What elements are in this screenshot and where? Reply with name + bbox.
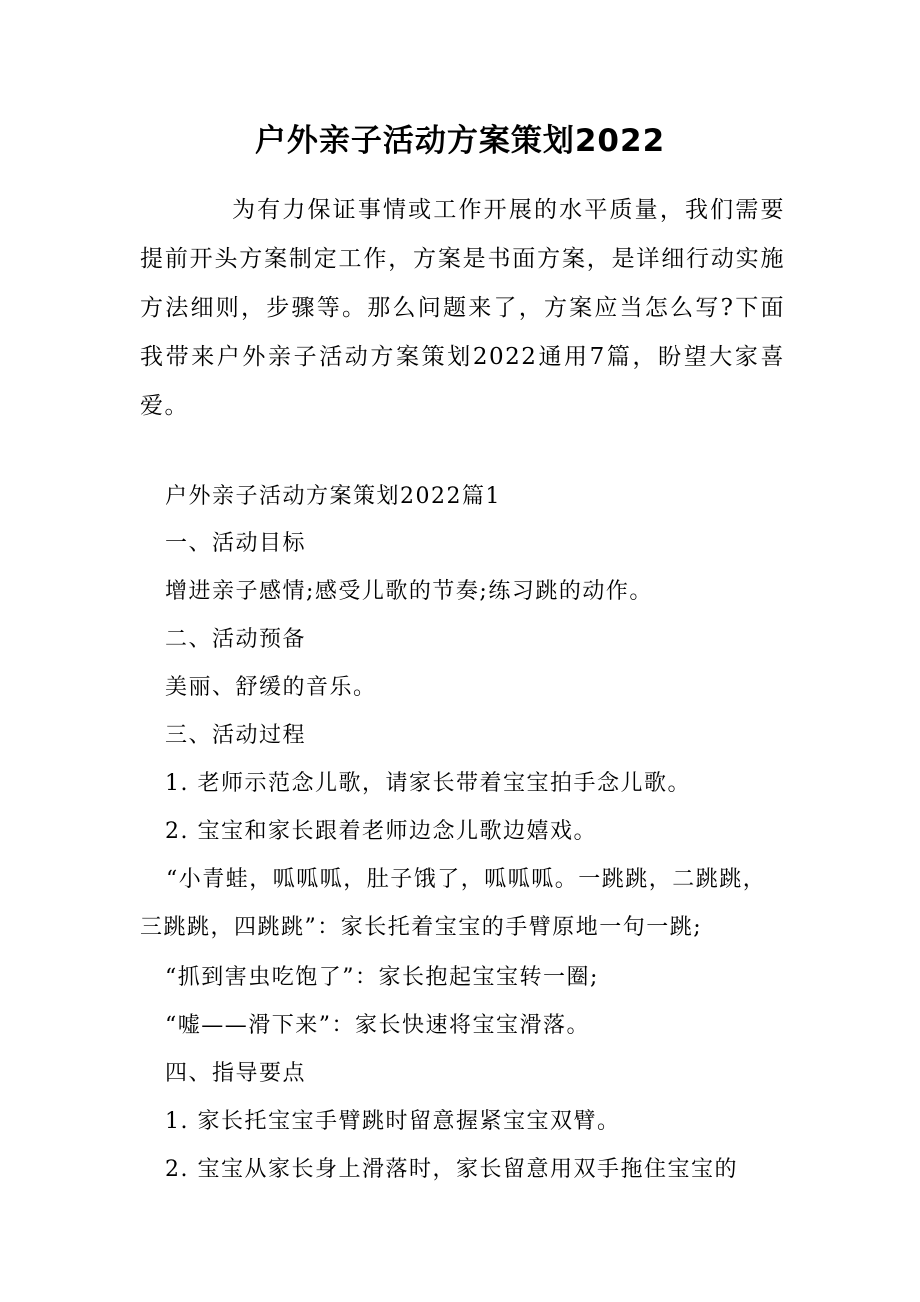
- prep-heading: 二、活动预备: [165, 627, 307, 652]
- process-heading: 三、活动过程: [165, 723, 307, 748]
- rhyme-paragraph-1: “小青蛙，呱呱呱，肚子饿了，呱呱呱。一跳跳，二跳跳，三跳跳，四跳跳”：家长托着宝宝的手臂原地一句一跳;: [140, 867, 767, 940]
- prep-text: 美丽、舒缓的音乐。: [165, 675, 377, 700]
- process-step-1: 1. 老师示范念儿歌，请家长带着宝宝拍手念儿歌。: [165, 771, 691, 796]
- process-step-2: 2. 宝宝和家长跟着老师边念儿歌边嬉戏。: [165, 819, 597, 844]
- points-item-2: 2. 宝宝从家长身上滑落时，家长留意用双手拖住宝宝的: [165, 1157, 738, 1182]
- points-heading: 四、指导要点: [165, 1061, 307, 1086]
- goal-text: 增进亲子感情;感受儿歌的节奏;练习跳的动作。: [165, 579, 653, 604]
- rhyme-line-3: “嘘——滑下来”：家长快速将宝宝滑落。: [165, 1013, 590, 1038]
- section-title: 户外亲子活动方案策划2022篇1: [165, 484, 501, 509]
- goal-heading: 一、活动目标: [165, 531, 307, 556]
- points-item-1: 1. 家长托宝宝手臂跳时留意握紧宝宝双臂。: [165, 1109, 621, 1134]
- rhyme-line-2: “抓到害虫吃饱了”：家长抱起宝宝转一圈;: [165, 965, 599, 990]
- intro-paragraph: 为有力保证事情或工作开展的水平质量，我们需要提前开头方案制定工作，方案是书面方案，是详细行动实施方法细则，步骤等。那么问题来了，方案应当怎么写?下面我带来户外亲子活动方案策划2022通用7篇，盼望大家喜爱。: [140, 197, 785, 419]
- document-title: 户外亲子活动方案策划2022: [254, 123, 666, 159]
